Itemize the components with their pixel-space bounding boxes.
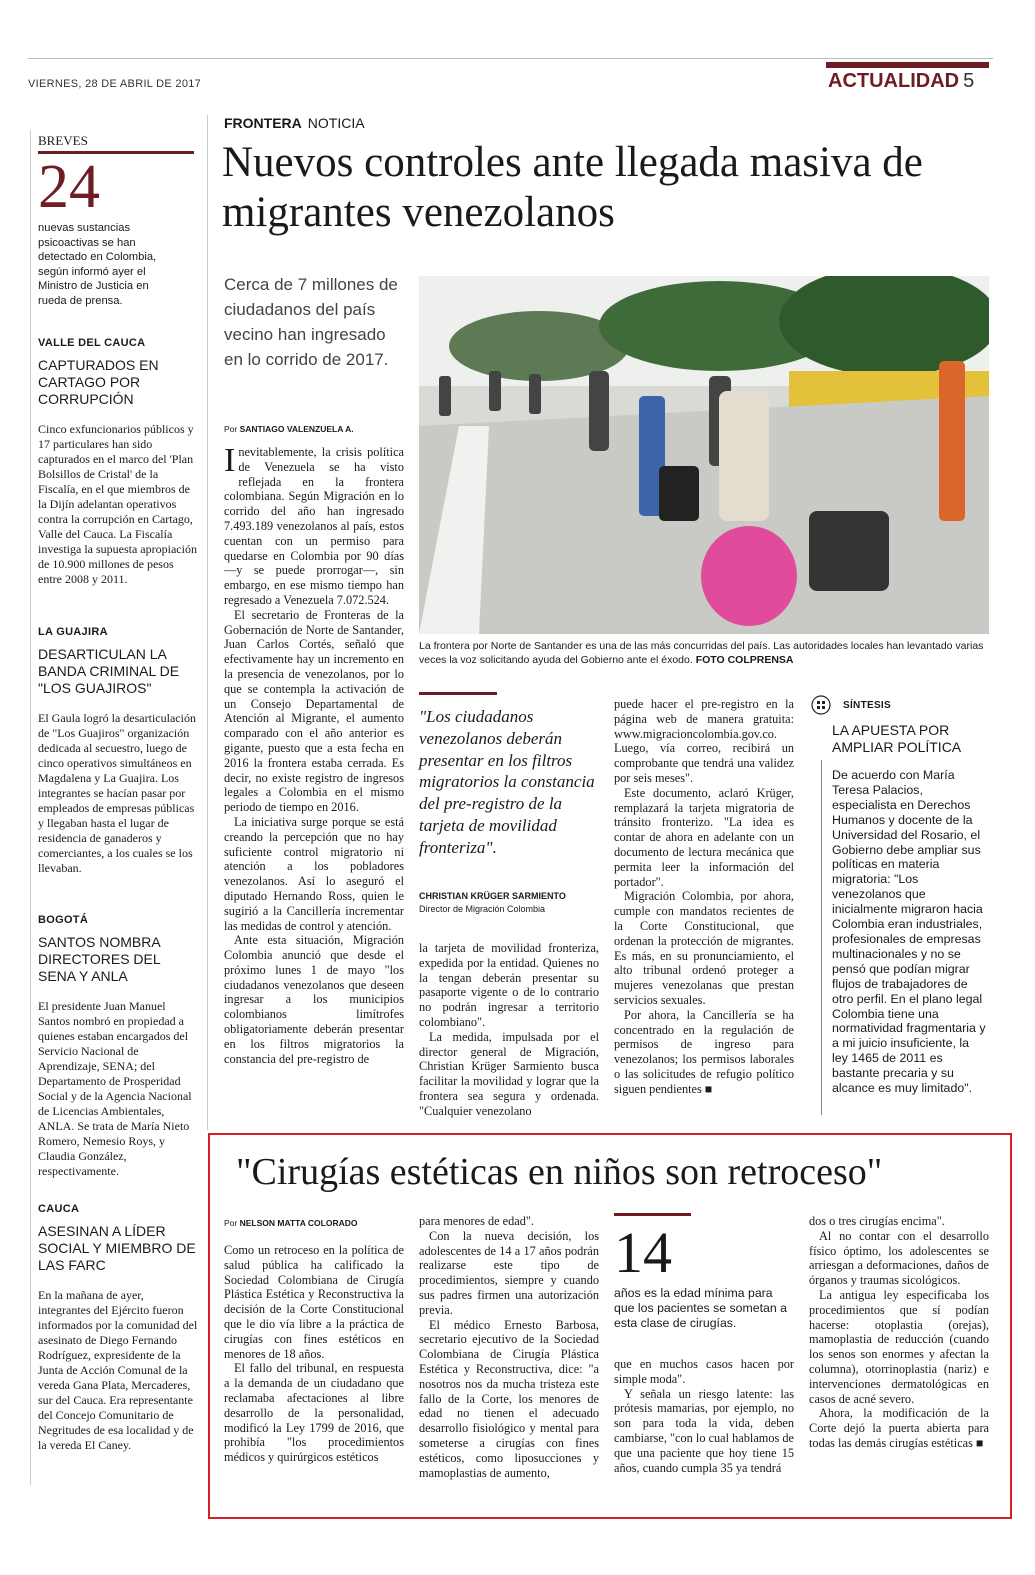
brief-body: El Gaula logró la desarticulación de "Los Guajiros" organización dedicada al secuestro, luego de cinco operativos simultáneos en Magdalena y La Guajira. Los integrantes se hacían pasar por empleados de empresas públicas y llegaban hasta el lugar de residencia de ganaderos y comerciantes, a los cuales se los llevaban. bbox=[38, 711, 196, 875]
brief-body: En la mañana de ayer, integrantes del Ejército fueron informados por la comunidad del asesinato de Diego Fernando Rodríguez, expresidente de la Junta de Acción Comunal de la vereda Gana Plata, Mercaderes, sur del Cauca. Era representante del Concejo Comunitario de Negritudes de esa localidad y de la vereda El Caney. bbox=[38, 1288, 198, 1452]
paragraph: Migración Colombia, por ahora, cumple con mandatos recientes de la Corte Constitucional, que ordenan la protección de migrantes. Es más, en su pronunciamiento, el alto tribunal ordenó proteger a mujeres venezolanas que prestan servicios sexuales. bbox=[614, 889, 794, 1007]
paragraph: dos o tres cirugías encima". bbox=[809, 1214, 945, 1228]
sidebar-divider bbox=[207, 115, 208, 1130]
article2-column-2 bbox=[419, 1214, 599, 1480]
article2-column-4 bbox=[809, 1214, 989, 1451]
paragraph: Y señala un riesgo latente: las prótesis mamarias, por ejemplo, no son para toda la vida, deben cambiarse, "con lo cual hablamos de que una paciente que hoy tiene 15 años, cuando cumpla 35 ya tendrá bbox=[614, 1386, 794, 1475]
brief-headline: DESARTICULAN LA BANDA CRIMINAL DE "LOS GUAJIROS" bbox=[38, 646, 180, 696]
paragraph: La medida, impulsada por el director general de Migración, Christian Krüger Sarmiento busca facilitar la movilidad y lograr que la frontera sea segura y ordenada. "Cualquier venezolano bbox=[419, 1029, 599, 1118]
brief-item bbox=[38, 626, 198, 876]
paragraph: Este documento, aclaró Krüger, remplazará la tarjeta migratoria de tránsito fronterizo. "La idea es contar de ahora en adelante con un documento de lectura mecánica que permita leer la información del portador". bbox=[614, 785, 794, 889]
section-name: ACTUALIDAD bbox=[828, 70, 960, 92]
paragraph: puede hacer el pre-registro en la página web de manera gratuita: www.migracioncolombia.gov.co. Luego, vía correo, recibirá un comprobante que tendrá una validez por seis meses". bbox=[614, 697, 794, 785]
synthesis-label: SÍNTESIS bbox=[843, 700, 891, 711]
article-column-1 bbox=[224, 442, 404, 1066]
brief-tag: BOGOTÁ bbox=[38, 914, 89, 926]
article2-column-3 bbox=[614, 1357, 794, 1475]
photo-credit: FOTO COLPRENSA bbox=[695, 654, 794, 666]
brief-tag: CAUCA bbox=[38, 1203, 80, 1215]
article2-byline bbox=[224, 1218, 358, 1228]
paragraph: La iniciativa surge porque se está creando la percepción que no hay suficiente control migratorio ni atención a los pobladores venezolanos. Así lo aseguró el diputado Hernando Ross, quien le sugirió a la Cancillería incrementar las medidas de control y atención. bbox=[224, 814, 404, 933]
left-margin-rule bbox=[30, 130, 31, 1485]
paragraph: Por ahora, la Cancillería se ha concentrado en la regulación de permisos de ingreso para venezolanos; los permisos laborales o las solicitudes de refugio político siguen pendientes ■ bbox=[614, 1007, 794, 1096]
byline-name: SANTIAGO VALENZUELA A. bbox=[239, 424, 354, 434]
article-byline bbox=[224, 424, 354, 434]
article2-column-1 bbox=[224, 1243, 404, 1465]
byline-prefix: Por bbox=[224, 424, 238, 434]
synthesis-icon bbox=[811, 695, 831, 715]
top-rule bbox=[28, 58, 993, 59]
photo-caption bbox=[419, 639, 989, 667]
paragraph: El fallo del tribunal, en respuesta a la demanda de un ciudadano que reclamaba afectaciones al libre desarrollo de la personalidad, modificó la Ley 1799 de 2016, que prohibía "los procedimientos médicos y quirúrgicos estéticos bbox=[224, 1361, 404, 1465]
drop-cap: I bbox=[224, 442, 236, 479]
quote-bar bbox=[419, 692, 497, 695]
paragraph: Con la nueva decisión, los adolescentes de 14 a 17 años podrán realizarse este tipo de procedimientos, siempre y cuando sus padres firmen una autorización previa. bbox=[419, 1228, 599, 1317]
brief-item bbox=[38, 337, 198, 587]
brief-item bbox=[38, 1203, 198, 1453]
paragraph: que en muchos casos hacen por simple moda". bbox=[614, 1357, 794, 1386]
page-number: 5 bbox=[963, 70, 975, 92]
edition-date: VIERNES, 28 DE ABRIL DE 2017 bbox=[28, 78, 202, 90]
article-column-3 bbox=[614, 697, 794, 1097]
quote-role: Director de Migración Colombia bbox=[419, 904, 546, 914]
border-crossing-photo bbox=[419, 276, 989, 634]
section-color-bar bbox=[826, 62, 989, 68]
paragraph: la tarjeta de movilidad fronteriza, expedida por la entidad. Quienes no la tengan deberán presentar su pasaporte vigente o de lo contrario no podrán ingresar a territorio colombiano". bbox=[419, 941, 599, 1029]
article2-headline: "Cirugías estéticas en niños son retroceso" bbox=[236, 1151, 883, 1193]
paragraph: para menores de edad". bbox=[419, 1214, 534, 1228]
caption-text: La frontera por Norte de Santander es una de las más concurridas del país. Las autoridades locales han levantado varias veces la voz solicitando ayuda del Gobierno ante el éxodo. bbox=[419, 640, 984, 666]
brief-headline: CAPTURADOS EN CARTAGO POR CORRUPCIÓN bbox=[38, 357, 159, 407]
paragraph: Como un retroceso en la política de salud pública ha calificado la Sociedad Colombiana de Cirugía Plástica Estética y Reconstructiva la decisión de la Corte Constitucional que le dio vía libre a la práctica de cirugías con fines estéticos en menores de 18 años. bbox=[224, 1243, 404, 1361]
migrants-walking-illustration bbox=[419, 276, 989, 634]
brief-body: El presidente Juan Manuel Santos nombró en propiedad a quienes estaban encargados del Servicio Nacional de Aprendizaje, SENA; del Departamento de Prosperidad Social y de la Agencia Nacional de Licencias Ambientales, ANLA. Se trata de María Nieto Romero, Nemesio Roys, y Claudia González, respectivamente. bbox=[38, 999, 192, 1178]
paragraph: Ahora, la modificación de la Corte dejó la puerta abierta para todas las demás cirugías estéticas ■ bbox=[809, 1406, 989, 1450]
paragraph: La antigua ley especificaba los procedimientos que sí podían hacerse: otoplastia (orejas), mamoplastia de reducción (cuando los senos son enormes y afectan la columna), otorrinoplastia (nariz) e intervenciones dermatológicas en casos de acné severo. bbox=[809, 1287, 989, 1406]
brief-headline: ASESINAN A LÍDER SOCIAL Y MIEMBRO DE LAS FARC bbox=[38, 1223, 196, 1273]
section-label bbox=[828, 70, 974, 93]
synthesis-body: De acuerdo con María Teresa Palacios, especialista en Derechos Humanos y docente de la Universidad del Rosario, el Gobierno debe ampliar sus políticas en materia migratoria: "Los venezolanos que inicialmente migraron hacia Colombia eran industriales, profesionales de empresas multinacionales y no se pensó que podían migrar flujos de trabajadores de otro perfil. En el plano legal Colombia tiene una normatividad fragmentaria y a mi juicio insuficiente, la ley 1465 de 2011 es bastante precaria y su alcance es muy limitado". bbox=[832, 768, 986, 1096]
paragraph: Al no contar con el desarrollo físico óptimo, los adolescentes se arriesgan a deformaciones, daños de órganos y traumas sicológicos. bbox=[809, 1228, 989, 1288]
paragraph: El secretario de Fronteras de la Gobernación de Norte de Santander, Juan Carlos Cortés, señaló que efectivamente hay un incremento en la presencia de venezolanos, por lo que se contempla la activación de un Consejo Departamental de Atención al Migrante, el aumento comparado con el año anterior es gigante, puesto que a esta fecha en 2016 la frontera estaba cerrada. Es decir, no existe registro de ingresos legales a Colombia en el mismo periodo de tiempo en 2016. bbox=[224, 607, 404, 815]
brief-tag: LA GUAJIRA bbox=[38, 626, 108, 638]
kicker-type: NOTICIA bbox=[307, 115, 365, 131]
article2-stat-text: años es la edad mínima para que los pacientes se sometan a esta clase de cirugías. bbox=[614, 1286, 787, 1330]
stat-bar bbox=[614, 1213, 691, 1216]
synthesis-title: LA APUESTA POR AMPLIAR POLÍTICA bbox=[832, 722, 962, 755]
paragraph: El médico Ernesto Barbosa, secretario ejecutivo de la Sociedad Colombiana de Cirugía Plástica Estética y Reconstructiva, dice: "a nosotros nos da mucha tristeza este fallo de la Corte, los menores de edad no tienen el adecuado desarrollo fisiológico y mental para someterse a cirugías con fines estéticos, como liposucciones y mamoplastias de aumento, bbox=[419, 1317, 599, 1480]
article-headline: Nuevos controles ante llegada masiva de migrantes venezolanos bbox=[222, 139, 923, 236]
article2-stat-number: 14 bbox=[614, 1220, 672, 1285]
byline-prefix: Por bbox=[224, 1218, 238, 1228]
synthesis-rule bbox=[821, 760, 822, 1115]
brief-item bbox=[38, 914, 198, 1179]
kicker-topic: FRONTERA bbox=[224, 115, 302, 131]
pull-quote: "Los ciudadanos venezolanos deberán presentar en los filtros migratorios la constancia del pre-registro de la tarjeta de movilidad fronteriza". bbox=[419, 707, 595, 857]
article-column-2 bbox=[419, 941, 599, 1119]
byline-name: NELSON MATTA COLORADO bbox=[239, 1218, 358, 1228]
brief-tag: VALLE DEL CAUCA bbox=[38, 337, 146, 349]
article-kicker bbox=[224, 115, 365, 133]
breves-stat-text: nuevas sustancias psicoactivas se han detectado en Colombia, según informó ayer el Ministro de Justicia en rueda de prensa. bbox=[38, 222, 157, 307]
article-deck: Cerca de 7 millones de ciudadanos del país vecino han ingresado en lo corrido de 2017. bbox=[224, 275, 398, 369]
brief-body: Cinco exfuncionarios públicos y 17 particulares han sido capturados en el marco del 'Plan Bolsillos de Cristal' de la Fiscalía, en el que miembros de la Dijín adelantan operativos contra la corrupción en Cartago, Valle del Cauca. La Fiscalía investiga la supuesta apropiación de 10.900 millones de pesos entre 2008 y 2011. bbox=[38, 422, 197, 586]
breves-title: BREVES bbox=[38, 133, 88, 148]
paragraph: nevitablemente, la crisis política de Venezuela se ha visto reflejada en la frontera colombiana. Según Migración en lo corrido del año han ingresado 7.493.189 venezolanos al país, estos cuentan con un permiso para quedarse en Colombia por 90 días —y se puede prorrogar—, sin embargo, en ese mismo tiempo han regresado a Venezuela 7.072.524. bbox=[224, 445, 404, 607]
quote-author: CHRISTIAN KRÜGER SARMIENTO bbox=[419, 891, 566, 901]
paragraph: Ante esta situación, Migración Colombia anunció que desde el próximo lunes 1 de mayo "los ciudadanos venezolanos que deseen ingresar a los municipios colombianos limítrofes obligatoriamente deberán presentar en los filtros migratorios la constancia del pre-registro de bbox=[224, 933, 404, 1066]
breves-stat-number: 24 bbox=[38, 153, 100, 221]
brief-headline: SANTOS NOMBRA DIRECTORES DEL SENA Y ANLA bbox=[38, 934, 161, 984]
